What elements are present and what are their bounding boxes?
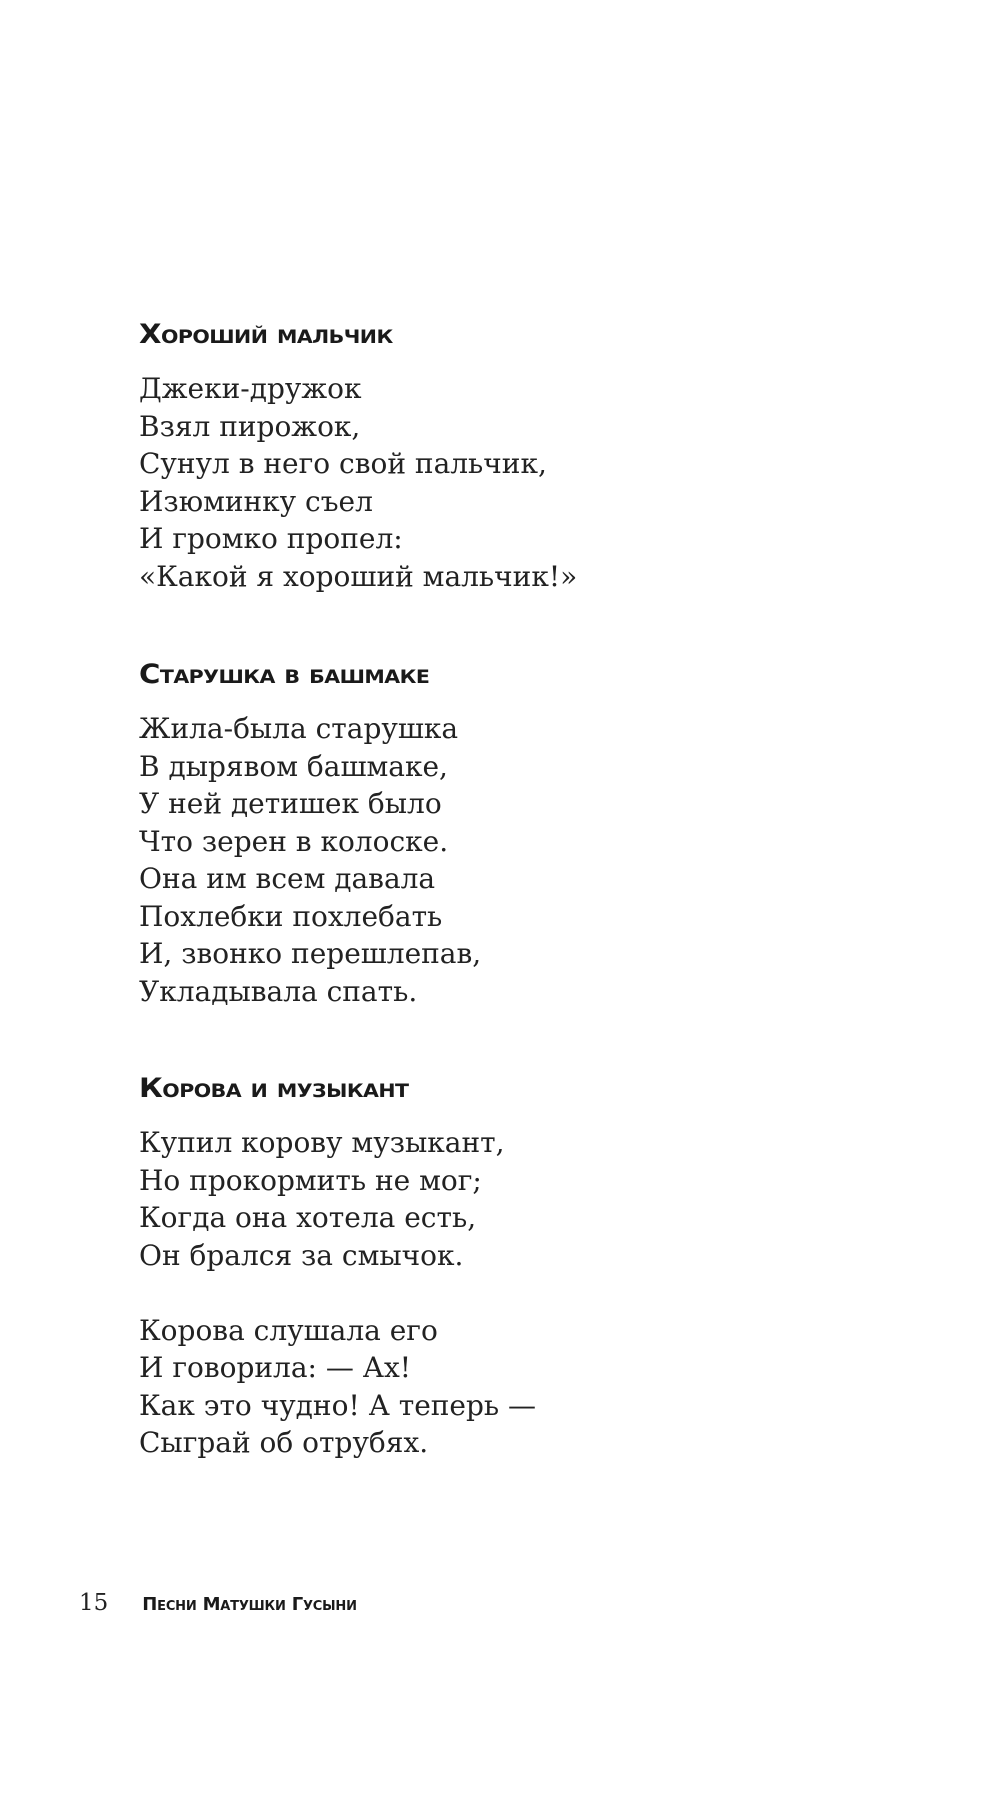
poem-line: «Какой я хороший мальчик!» [139, 559, 578, 593]
poem-line: Взял пирожок, [139, 409, 361, 443]
page-footer [79, 1590, 357, 1616]
running-title: Песни Матушки Гусыни [142, 1594, 357, 1615]
poem-khoroshiy-malchik [139, 318, 859, 595]
poem-line: Похлебки похлебать [139, 899, 443, 933]
poem-line: Изюминку съел [139, 484, 373, 518]
poem-lines [139, 1124, 859, 1462]
poem-lines [139, 370, 859, 595]
poem-line: Сыграй об отрубях. [139, 1426, 429, 1459]
poem-line: Но прокормить не мог; [139, 1163, 482, 1197]
poem-title: Корова и музыкант [139, 1073, 409, 1104]
poem-starushka-v-bashmake [139, 658, 859, 1010]
poem-line: В дырявом башмаке, [139, 749, 448, 783]
poem-line: Он брался за смычок. [139, 1238, 464, 1272]
poem-line: Когда она хотела есть, [139, 1201, 477, 1234]
poem-korova-i-muzykant [139, 1072, 859, 1462]
page-number: 15 [79, 1590, 109, 1616]
poem-lines [139, 710, 859, 1010]
poem-line: И громко пропел: [139, 522, 403, 555]
poem-line: Сунул в него свой пальчик, [139, 447, 547, 480]
poem-line: Как это чудно! А теперь — [139, 1388, 537, 1422]
poem-line: Что зерен в колоске. [139, 824, 449, 858]
poem-line: Купил корову музыкант, [139, 1126, 505, 1159]
poem-line: Корова слушала его [139, 1313, 438, 1347]
poem-line: Жила-была старушка [139, 712, 459, 745]
poem-line: У ней детишек было [139, 787, 442, 820]
poem-title: Старушка в башмаке [139, 659, 430, 690]
poem-line: И говорила: — Ах! [139, 1351, 412, 1384]
poem-line: И, звонко перешлепав, [139, 937, 482, 970]
poem-line: Она им всем давала [139, 862, 436, 895]
poem-title: Хороший мальчик [139, 319, 393, 350]
poem-line: Укладывала спать. [139, 974, 418, 1008]
stanza-break [139, 1274, 859, 1312]
poem-line: Джеки-дружок [139, 372, 362, 405]
